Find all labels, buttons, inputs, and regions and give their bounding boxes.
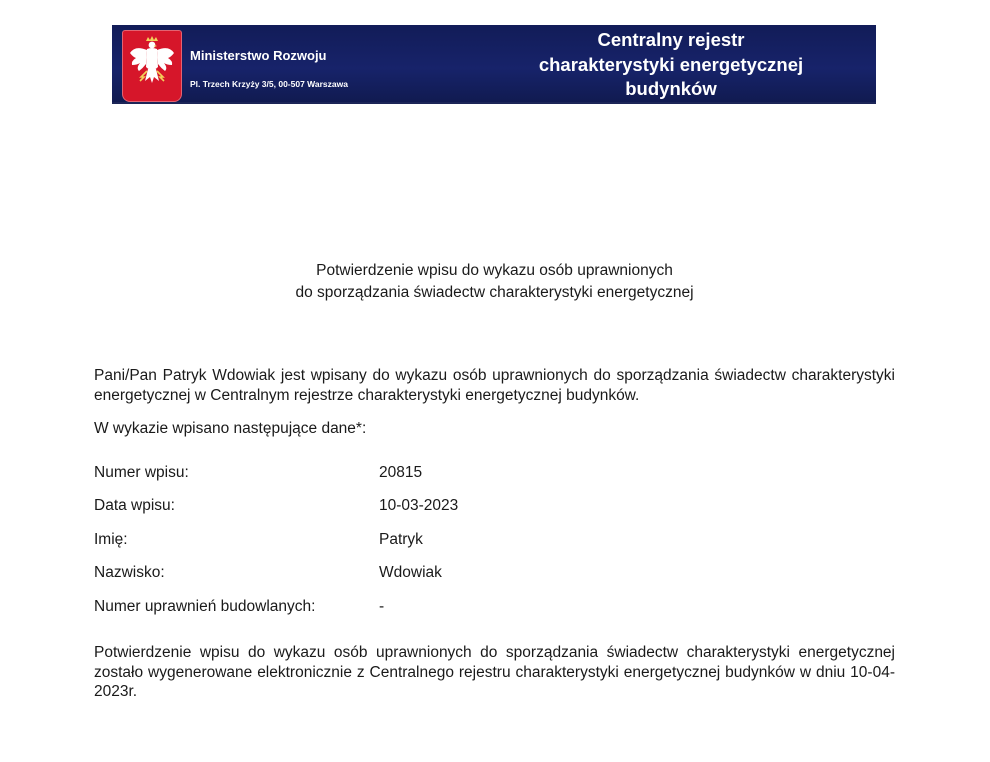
field-label: Numer wpisu: <box>94 464 189 481</box>
field-row-first-name <box>94 530 895 563</box>
field-value: 10-03-2023 <box>379 497 459 515</box>
document-heading-line: Potwierdzenie wpisu do wykazu osób uprawnionych <box>316 262 673 279</box>
register-title-line: Centralny rejestr <box>597 29 745 50</box>
field-row-surname <box>94 563 895 596</box>
intro-paragraph: Pani/Pan Patryk Wdowiak jest wpisany do wykazu osób uprawnionych do sporządzania świadectw charakterystyki energetycznej w Centralnym rejestrze charakterystyki energetycznej budynków. <box>94 367 895 404</box>
field-label: Imię: <box>94 530 128 548</box>
field-value: Patryk <box>379 530 423 548</box>
document-heading <box>94 260 895 304</box>
register-title-line: charakterystyki energetycznej <box>538 53 804 75</box>
field-value: Wdowiak <box>379 564 442 582</box>
header-banner <box>112 25 876 104</box>
field-label: Numer uprawnień budowlanych: <box>94 597 316 615</box>
register-title-line: budynków <box>625 78 717 99</box>
closing-paragraph: Potwierdzenie wpisu do wykazu osób uprawnionych do sporządzania świadectw charakterystyki energetycznej zostało wygenerowane elektronicznie z Centralnego rejestru charakterystyki energetycznej budynków w dniu 10-04-2023r. <box>94 644 895 700</box>
polish-eagle-icon <box>122 30 182 102</box>
eagle-graphic <box>123 31 181 101</box>
document-heading-line: do sporządzania świadectw charakterystyki energetycznej <box>295 284 694 301</box>
field-row-entry-date <box>94 496 895 529</box>
field-label: Nazwisko: <box>94 564 165 582</box>
data-lead: W wykazie wpisano następujące dane*: <box>94 420 367 437</box>
field-label: Data wpisu: <box>94 497 175 515</box>
register-title <box>506 28 836 102</box>
registry-fields <box>94 463 895 630</box>
field-row-entry-number <box>94 463 895 496</box>
ministry-name: Ministerstwo Rozwoju <box>190 48 327 63</box>
field-value: - <box>379 597 385 615</box>
field-value: 20815 <box>379 464 423 481</box>
ministry-address: Pl. Trzech Krzyży 3/5, 00-507 Warszawa <box>190 79 348 89</box>
field-row-license-number <box>94 597 895 630</box>
